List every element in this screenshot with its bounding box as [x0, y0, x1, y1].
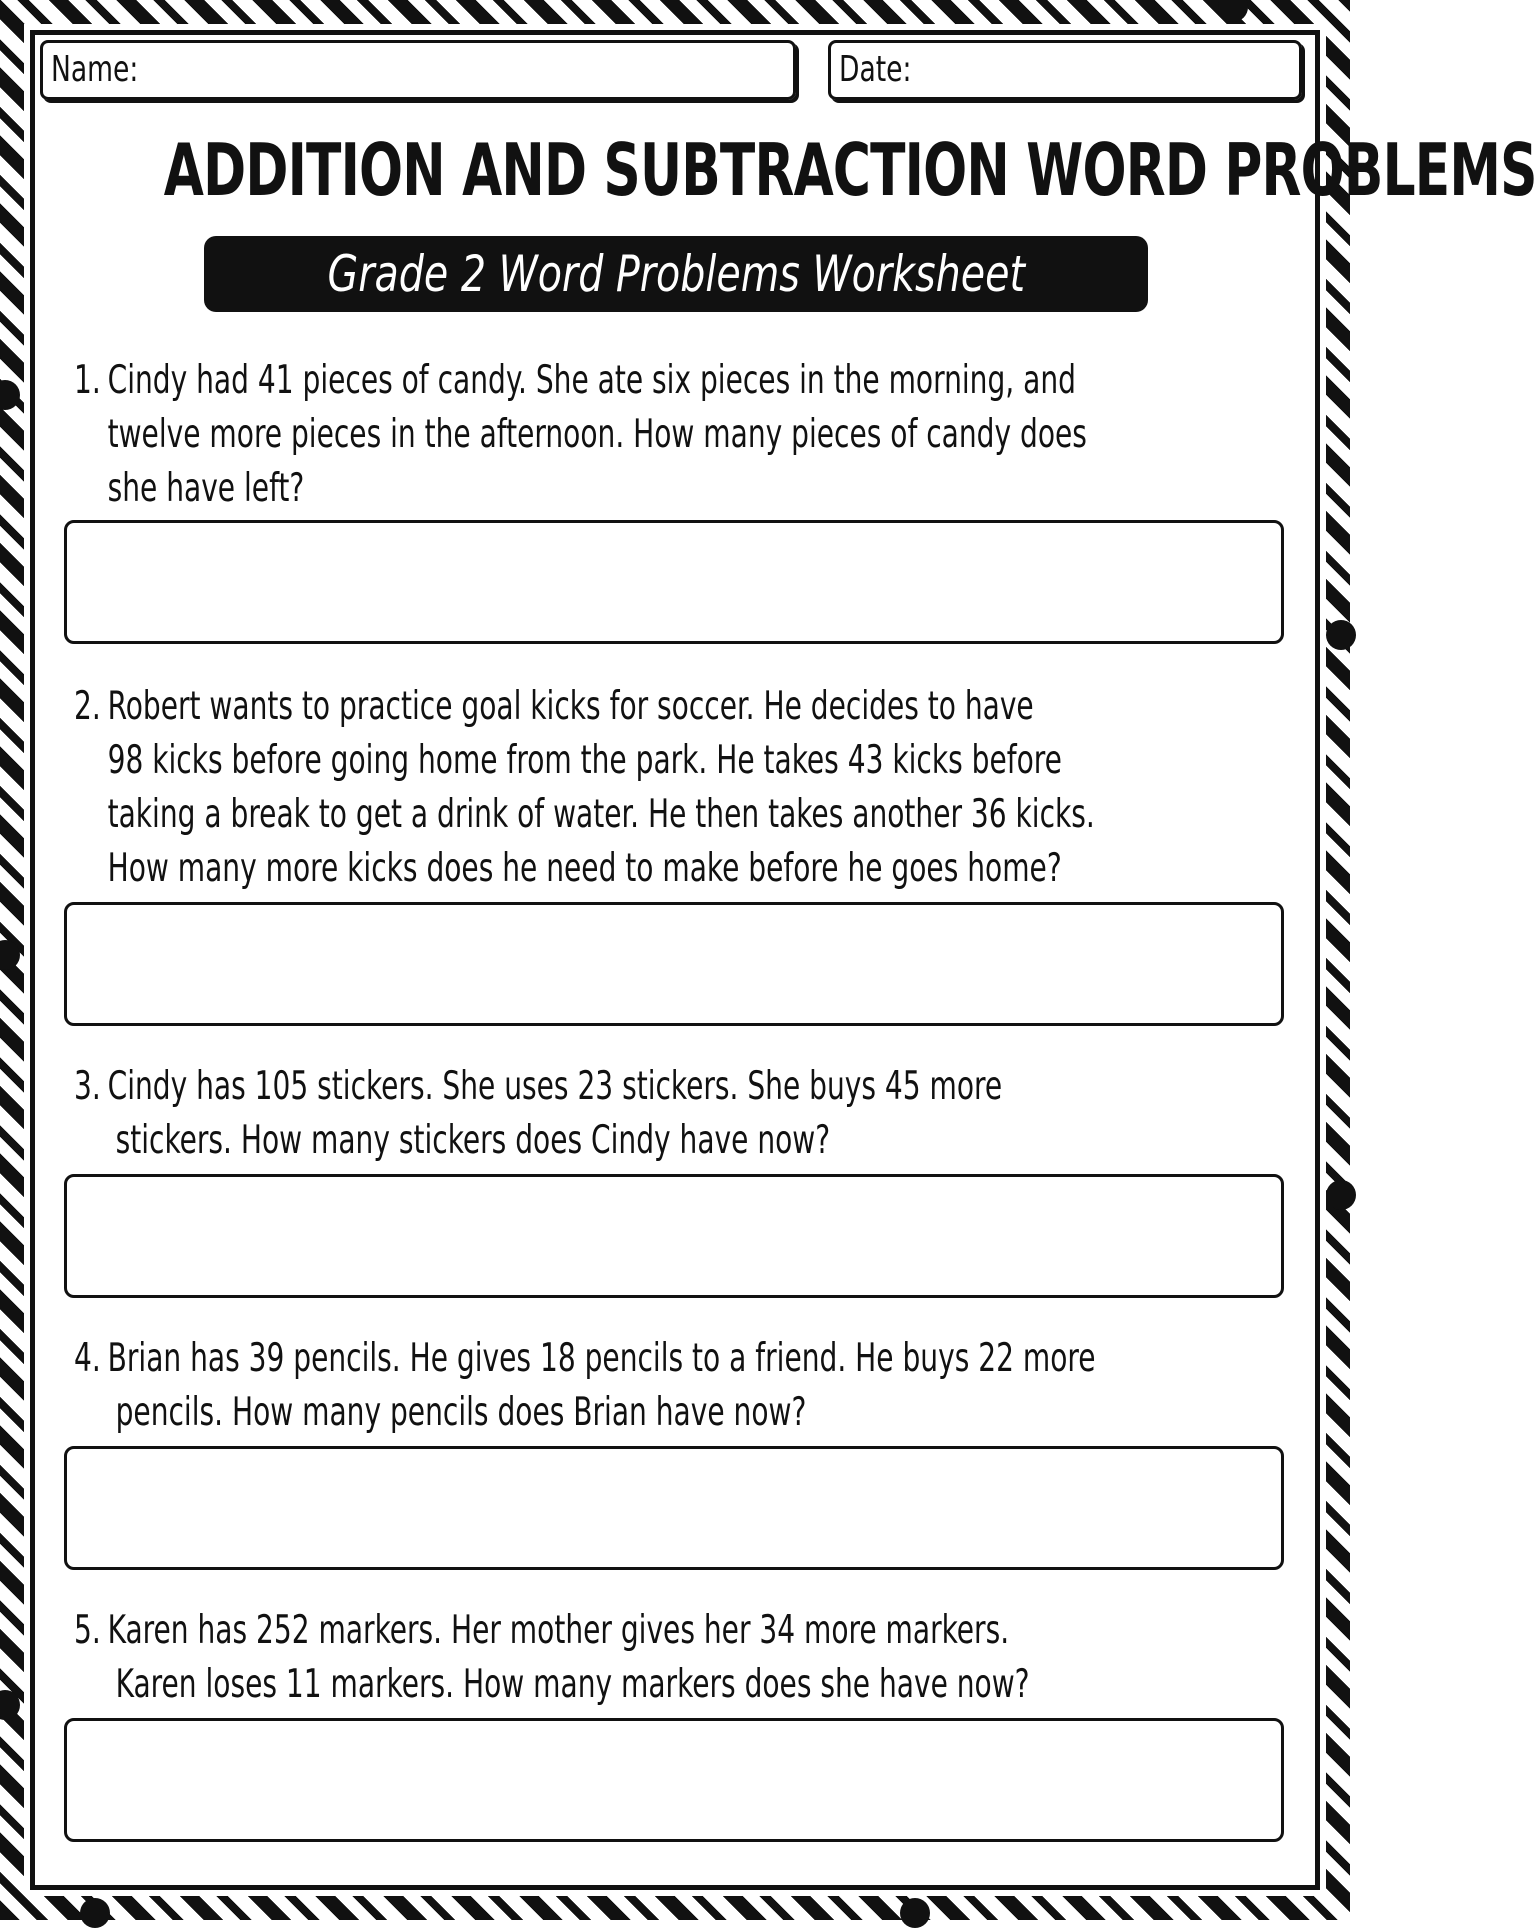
question-number: 5. — [74, 1608, 101, 1653]
answer-box-2[interactable] — [64, 902, 1284, 1026]
question-1 — [74, 354, 1304, 516]
answer-box-4[interactable] — [64, 1446, 1284, 1570]
name-field[interactable] — [40, 40, 796, 100]
question-text-line: Brian has 39 pencils. He gives 18 pencils to a friend. He buys 22 more — [107, 1336, 1096, 1381]
answer-box-3[interactable] — [64, 1174, 1284, 1298]
question-text-line: Karen has 252 markers. Her mother gives her 34 more markers. — [107, 1608, 1010, 1653]
date-label: Date: — [839, 49, 912, 90]
question-text-line: twelve more pieces in the afternoon. How many pieces of candy does — [107, 412, 1087, 457]
answer-box-1[interactable] — [64, 520, 1284, 644]
border-dot — [900, 1898, 930, 1928]
question-3 — [74, 1060, 1304, 1168]
question-number: 4. — [74, 1336, 101, 1381]
question-text-line: Cindy had 41 pieces of candy. She ate six pieces in the morning, and — [107, 358, 1076, 403]
question-number: 2. — [74, 684, 101, 729]
border-dot — [80, 1898, 110, 1928]
subtitle-text: Grade 2 Word Problems Worksheet — [327, 245, 1025, 303]
answer-box-5[interactable] — [64, 1718, 1284, 1842]
page-title: ADDITION AND SUBTRACTION WORD PROBLEMS — [163, 128, 1537, 212]
question-text-line: Cindy has 105 stickers. She uses 23 stickers. She buys 45 more — [107, 1064, 1003, 1109]
subtitle-banner — [204, 236, 1148, 312]
border-dot — [1326, 620, 1356, 650]
question-number: 3. — [74, 1064, 101, 1109]
question-text-line: 98 kicks before going home from the park. He takes 43 kicks before — [107, 738, 1062, 783]
question-text-line: taking a break to get a drink of water. He then takes another 36 kicks. — [107, 792, 1095, 837]
date-field[interactable] — [828, 40, 1302, 100]
question-text-line: How many more kicks does he need to make before he goes home? — [107, 846, 1062, 891]
question-text-line: Robert wants to practice goal kicks for soccer. He decides to have — [107, 684, 1034, 729]
question-text-line: Karen loses 11 markers. How many markers does she have now? — [115, 1662, 1030, 1707]
question-number: 1. — [74, 358, 101, 403]
question-4 — [74, 1332, 1304, 1440]
name-label: Name: — [51, 49, 139, 90]
border-dot — [1326, 1180, 1356, 1210]
question-text-line: stickers. How many stickers does Cindy have now? — [115, 1118, 831, 1163]
worksheet — [36, 36, 1537, 1884]
question-text-line: pencils. How many pencils does Brian have now? — [115, 1390, 807, 1435]
question-text-line: she have left? — [107, 466, 305, 511]
question-5 — [74, 1604, 1304, 1712]
question-2 — [74, 680, 1304, 896]
